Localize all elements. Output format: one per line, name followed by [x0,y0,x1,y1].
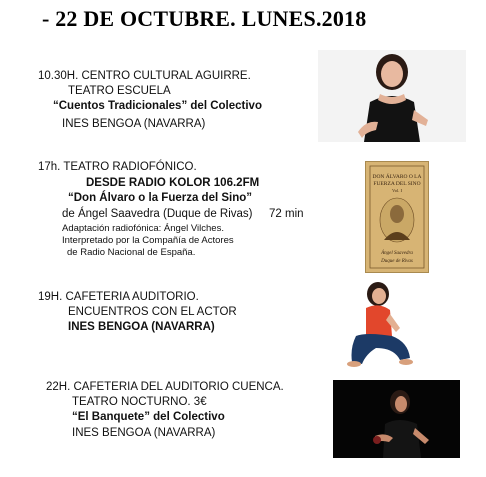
event-3-time-venue: 19H. CAFETERIA AUDITORIO. [38,291,199,303]
event-1-company: INES BENGOA (NAVARRA) [62,118,206,130]
event-4-show: “El Banquete” del Colectivo [72,411,225,423]
event-2-note1: Adaptación radiofónica: Ángel Vilches. [62,223,224,234]
event-1-show: “Cuentos Tradicionales” del Colectivo [53,100,262,112]
book-title-line1: DON ÁLVARO O LA [372,174,422,180]
event-4-time-venue: 22H. CAFETERIA DEL AUDITORIO CUENCA. [46,381,284,393]
event-1-time-venue: 10.30H. CENTRO CULTURAL AGUIRRE. [38,70,251,82]
event-2-author: de Ángel Saavedra (Duque de Rivas) [62,208,253,220]
book-cover-photo [365,161,429,273]
event-2-note3: de Radio Nacional de España. [67,247,196,258]
actress-sitting-photo [336,278,462,370]
event-4-company: INES BENGOA (NAVARRA) [72,427,216,439]
actress-stage-photo [333,380,460,458]
event-3-line2: ENCUENTROS CON EL ACTOR [68,306,237,318]
event-2-note2: Interpretado por la Compañía de Actores [62,235,234,246]
book-title-line2: FUERZA DEL SINO [373,181,421,187]
actress-portrait-photo [318,50,466,142]
book-vol: Vol. I [392,188,402,193]
event-4-line2: TEATRO NOCTURNO. 3€ [72,396,207,408]
event-2-time-venue: 17h. TEATRO RADIOFÓNICO. [38,161,197,173]
book-author-1: Ángel Saavedra [381,251,413,256]
event-2-show: “Don Álvaro o la Fuerza del Sino” [68,192,253,204]
event-1-line2: TEATRO ESCUELA [68,85,171,97]
event-2-duration: 72 min [269,208,304,220]
page-title: - 22 DE OCTUBRE. LUNES.2018 [42,6,367,31]
book-author-2: Duque de Rivas [381,259,413,264]
event-2-line2: DESDE RADIO KOLOR 106.2FM [86,177,260,189]
event-3-company: INES BENGOA (NAVARRA) [68,321,215,333]
